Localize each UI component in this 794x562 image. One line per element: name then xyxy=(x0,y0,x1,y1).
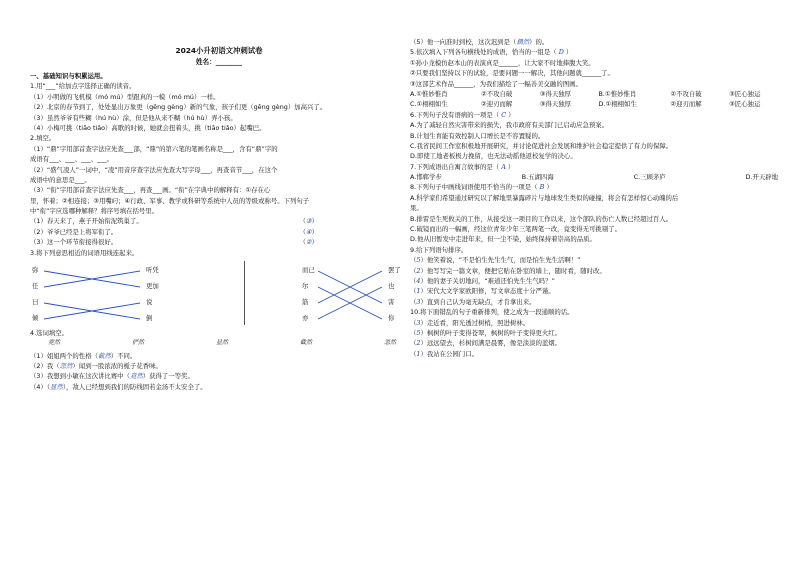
question-text: ） xyxy=(565,48,573,57)
option-item[interactable]: A.邯郸学步 xyxy=(410,173,442,182)
question-5-options xyxy=(410,90,788,111)
sub-question xyxy=(30,238,408,246)
question-1-item: （3）虽然爷爷有些糊（hú hù）涂，但是他从来不糊（hú hù）弄小孩。 xyxy=(30,113,237,122)
option-cell: ②迎刃而解 xyxy=(480,100,513,109)
question-2-intro: 2.填空。 xyxy=(30,134,56,143)
word-bank xyxy=(30,339,408,347)
answer-text[interactable]: 3 xyxy=(416,318,421,327)
order-text: 远远望去，杉树间满是晨雾，像是淡淡的蓝烟。 xyxy=(426,339,562,348)
match-word: 倾 xyxy=(32,314,39,323)
option-cell: ②不攻自破 xyxy=(670,89,702,98)
question-3-intro: 3.将下列意思相近的词语用线连起来。 xyxy=(30,248,139,257)
order-text: 他写写完一篇文章，便把它贴在卧室的墙上，随时看，随时改。 xyxy=(426,266,606,275)
question-4-intro: 4.选词填空。 xyxy=(30,329,69,338)
answer-text[interactable]: 2 xyxy=(416,339,421,348)
question-6-option[interactable]: B.计划生育能有效控制人口增长是不容置疑的。 xyxy=(410,131,545,140)
word-bank-item: 显然 xyxy=(215,339,228,347)
question-text: 7.下列成语出自寓言故事的是（ xyxy=(410,162,500,171)
answer-text: ④ xyxy=(305,227,312,236)
order-text: 宋代大文学家欧阳修，写文章态度十分严谨。 xyxy=(426,287,555,296)
option-cell: ③匠心独运 xyxy=(729,100,761,109)
option-item[interactable]: C.三顾茅庐 xyxy=(633,173,666,182)
option-cell: ③匠心独运 xyxy=(729,89,761,98)
answer-text[interactable]: 忽然 xyxy=(59,361,73,370)
question-2-line: 中“衔”字应选哪种解释？将序号填在括号里。 xyxy=(30,207,159,216)
sub-question-answer[interactable]: （④） xyxy=(299,227,318,236)
word-bank-item: 竟然 xyxy=(48,339,61,347)
order-item: （5）枫树的叶子变得苍翠，枫树的叶子变得更火红。 xyxy=(410,328,562,337)
match-word: 听凭 xyxy=(146,266,159,275)
match-word: 亦 xyxy=(302,314,309,323)
match-word: 曰 xyxy=(32,298,39,307)
order-item: （1）我站在公园门口。 xyxy=(410,349,478,358)
match-word: 任 xyxy=(32,282,39,291)
fill-text: ）获得了一等奖。 xyxy=(142,372,194,381)
sub-question xyxy=(30,217,408,225)
question-6-option[interactable]: A.为了减轻自然灾害带来的损失，我市政府有关部门已启动应急预案。 xyxy=(410,121,609,130)
order-text: 走近看，阳光透过树梢，照进树林。 xyxy=(426,318,530,327)
answer-text[interactable]: C xyxy=(501,110,507,119)
order-text: 枫树的叶子变得苍翠，枫树的叶子变得更火红。 xyxy=(426,328,562,337)
match-word: 筋 xyxy=(302,298,309,307)
question-8-option[interactable]: D.他从旧暂发中走进年来，但一尘不染，始终保持着崇高的品质。 xyxy=(410,235,596,244)
order-text: 他的妻子关切地问，“难道还怕先生生气吗？” xyxy=(426,276,555,285)
question-2-line: （1）“鼎”字用部首查字法应先查___部，“鼎”的第六笔的笔画名称是___，含有“鼎”字的 xyxy=(30,144,278,153)
answer-text[interactable]: 偶然 xyxy=(516,38,530,46)
answer-text[interactable]: 竟然 xyxy=(129,372,143,381)
answer-text[interactable]: 显然 xyxy=(50,382,63,391)
fill-text: （3）我想到小敏在这次讲比赛中（ xyxy=(30,372,130,381)
question-2-line: 里，怀着；②相连接；③用嘴叼；④行政、军事、教学或科研等系统中人员的等级或称号。下列句子 xyxy=(30,196,310,205)
sub-question xyxy=(30,228,408,236)
match-word: 尔 xyxy=(302,282,309,291)
fill-text: ）的。 xyxy=(529,38,549,46)
question-text: 8.下列句子中画线词语使用不恰当的一项是（ xyxy=(410,183,538,192)
order-text: 他笑着说，“不是怕生先生生气，而是怕生先生活啊！” xyxy=(426,256,581,265)
order-item: （4）他的妻子关切地问，“难道还怕先生生气吗？” xyxy=(410,276,555,285)
order-text: 我站在公园门口。 xyxy=(426,349,478,358)
fill-text: （1）姐姐两个的性格（ xyxy=(30,351,98,360)
question-10-intro: 10.将下面错乱的句子重新排列，使之成为一段通顺的话。 xyxy=(410,308,574,317)
question-1-item: （4）小梅可挑（tiāo tiǎo）高歌的时候，她就会扭着头，挑（tiāo tiǎo）起嘴巴。 xyxy=(30,123,266,132)
question-2-line: 成语中的意思是___。 xyxy=(30,175,91,184)
fill-text: （2）我（ xyxy=(30,361,60,370)
fill-item xyxy=(410,38,788,46)
question-5-item: ③这部艺术作品______，为我们描绘了一幅善美交融的图画。 xyxy=(410,79,582,88)
order-item: （5）他笑着说，“不是怕生先生生气，而是怕生先生活啊！” xyxy=(410,256,581,265)
sub-question-answer[interactable]: （③） xyxy=(299,217,318,226)
option-cell: ③得天独厚 xyxy=(539,100,572,109)
fill-text: （5）他一向准时到校，这次迟到是（ xyxy=(410,38,517,46)
question-5-intro xyxy=(410,48,788,56)
word-bank-item: 俨然 xyxy=(131,339,144,347)
match-word: 而已 xyxy=(302,266,315,275)
match-word: 弥 xyxy=(32,266,39,275)
name-field[interactable]: 姓名：________ xyxy=(195,58,243,66)
answer-text[interactable]: 1 xyxy=(416,349,421,358)
question-2-line: 成语有___、___、___、___。 xyxy=(30,155,114,164)
fill-text: ），敌人已经想到我们的防线固若金汤不太安全了。 xyxy=(62,382,207,391)
order-text: 直到自己认为毫无缺点，才肯拿出来。 xyxy=(426,297,536,306)
match-word: 更加 xyxy=(146,282,159,291)
question-5-item: ①孙小龙模仿赵本山的表演真是______，让大家不时地捧腹大笑。 xyxy=(410,58,595,67)
order-item: （3）走近看，阳光透过树梢，照进树林。 xyxy=(410,318,530,327)
match-word: 害 xyxy=(388,298,395,307)
sub-question-text: （3）这一个环节衔接得很好。 xyxy=(30,238,118,247)
word-bank-item: 忽然 xyxy=(383,339,396,347)
match-word: 倒 xyxy=(146,314,153,323)
exam-title: 2024小升初语文冲刺试卷 xyxy=(175,46,263,55)
question-7-options xyxy=(410,173,788,181)
question-text: 6.下列句子没有语病的一项是（ xyxy=(410,110,500,119)
question-6-intro xyxy=(410,111,788,119)
question-5-item: ②只要我们坚持以下的试验，是要问题一一解决，其他问题就______了。 xyxy=(410,69,614,78)
fill-text: ）不同。 xyxy=(110,351,137,360)
word-bank-item: 截然 xyxy=(299,339,312,347)
question-1-intro: 1.用“___”给加点字选择正确的读音。 xyxy=(30,82,136,91)
option-cell: ②迎刃而解 xyxy=(670,100,702,109)
answer-text[interactable]: 2 xyxy=(416,266,421,275)
matching-divider xyxy=(244,261,245,325)
sub-question-text: （2）爷爷已经是上将军衔了。 xyxy=(30,227,118,236)
question-8-option[interactable]: B.排雷是生死攸关的工作，从接受这一项目的工作以来，这个部队的伤亡人数已经超过百人。 xyxy=(410,214,673,223)
option-cell[interactable]: C.①栩栩如生 xyxy=(410,100,448,109)
fill-item xyxy=(30,362,408,370)
question-8-option: 果。 xyxy=(410,204,423,213)
order-item: （3）直到自己认为毫无缺点，才肯拿出来。 xyxy=(410,297,536,306)
answer-text[interactable]: D xyxy=(558,48,564,57)
fill-item xyxy=(30,352,408,360)
match-word: 说 xyxy=(146,298,153,307)
option-cell[interactable]: B.①惟妙惟肖 xyxy=(598,89,637,98)
answer-text[interactable]: A xyxy=(501,162,506,171)
question-9-intro: 9.给下列语句排序。 xyxy=(410,245,468,254)
option-cell[interactable]: A.①惟妙惟肖 xyxy=(410,89,448,98)
order-item: （1）宋代大文学家欧阳修，写文章态度十分严谨。 xyxy=(410,287,555,296)
match-word: 也 xyxy=(388,282,395,291)
answer-text[interactable]: 5 xyxy=(416,256,421,265)
option-cell[interactable]: D.①栩栩如生 xyxy=(598,100,637,109)
option-item[interactable]: D.开天辟地 xyxy=(745,173,778,182)
sub-question-text: （1）春天来了，燕子开始衔泥筑巢了。 xyxy=(30,217,143,226)
question-8-intro xyxy=(410,183,788,191)
answer-text[interactable]: 截然 xyxy=(97,351,111,360)
question-1-item: （1）小明做的飞机模（mó mú）型跟真的一模（mó mú）一样。 xyxy=(30,92,220,101)
word-matching-area[interactable] xyxy=(30,259,408,327)
question-6-option[interactable]: C.我省民间工作室积极地开展研究，并讨论促进社会发展和维护社会稳定提供了有力的保障。 xyxy=(410,141,673,150)
question-text: ） xyxy=(507,162,515,171)
left-column xyxy=(30,72,408,393)
matching-lines xyxy=(30,259,408,327)
option-cell: ②不攻自破 xyxy=(480,89,513,98)
match-word: 你 xyxy=(388,314,395,323)
option-item[interactable]: B.五湖四海 xyxy=(521,173,554,182)
answer-text[interactable]: 5 xyxy=(416,328,421,337)
answer-text[interactable]: 4 xyxy=(416,276,421,285)
section-heading: 一、基础知识与积累运用。 xyxy=(30,72,107,80)
answer-text[interactable]: 3 xyxy=(416,297,421,306)
match-word: 罢了 xyxy=(388,266,401,275)
question-2-line: （2）“盛气凌人”一词中，“凌”用音序查字法应先查大写字母___，再查音节___，在这个 xyxy=(30,165,278,174)
answer-text: ③ xyxy=(305,217,312,226)
fill-text: （4）（ xyxy=(30,382,51,391)
question-2-line: （3）“衔”字用部首查字法应先查___，再查___画。“衔”在字典中的解释有：①存在心 xyxy=(30,186,271,195)
question-text: ） xyxy=(546,183,553,192)
question-6-option[interactable]: D.即使工地老板极力挽留，也无法动摇他返校复学的决心。 xyxy=(410,152,577,161)
sub-question-answer[interactable]: （②） xyxy=(299,238,318,247)
question-7-intro xyxy=(410,163,788,171)
question-text: 5.依次填入下列各句横线处的成语，恰当的一组是（ xyxy=(410,48,557,57)
order-item: （2）远远望去，杉树间满是晨雾，像是淡淡的蓝烟。 xyxy=(410,339,562,348)
order-item: （2）他写写完一篇文章，便把它贴在卧室的墙上，随时看，随时改。 xyxy=(410,266,606,275)
fill-item xyxy=(30,372,408,380)
answer-text: ② xyxy=(305,238,312,247)
answer-text[interactable]: 1 xyxy=(416,287,421,296)
right-column xyxy=(410,38,788,360)
question-8-option[interactable]: A.科学家们希望通过研究以了解地里暴露碎片与地球发生类似的碰撞，将会有怎样惊心动魄的后 xyxy=(410,193,679,202)
question-text: ） xyxy=(508,110,515,119)
option-cell: ③得天独厚 xyxy=(539,89,572,98)
question-1-item: （2）北京的春节到了，处处显出万象更（gēng gèng）新的气象，孩子们更（gēng gèng）加高兴了。 xyxy=(30,103,327,112)
fill-item xyxy=(30,383,408,391)
question-8-option[interactable]: C.破镜而出的一幅画，经这位青年少年三笔两笔一改，竟变得无可挑剔了。 xyxy=(410,225,621,234)
fill-text: ）闻到一股浓浓的栀子花香味。 xyxy=(72,361,162,370)
answer-text[interactable]: B xyxy=(539,183,545,192)
